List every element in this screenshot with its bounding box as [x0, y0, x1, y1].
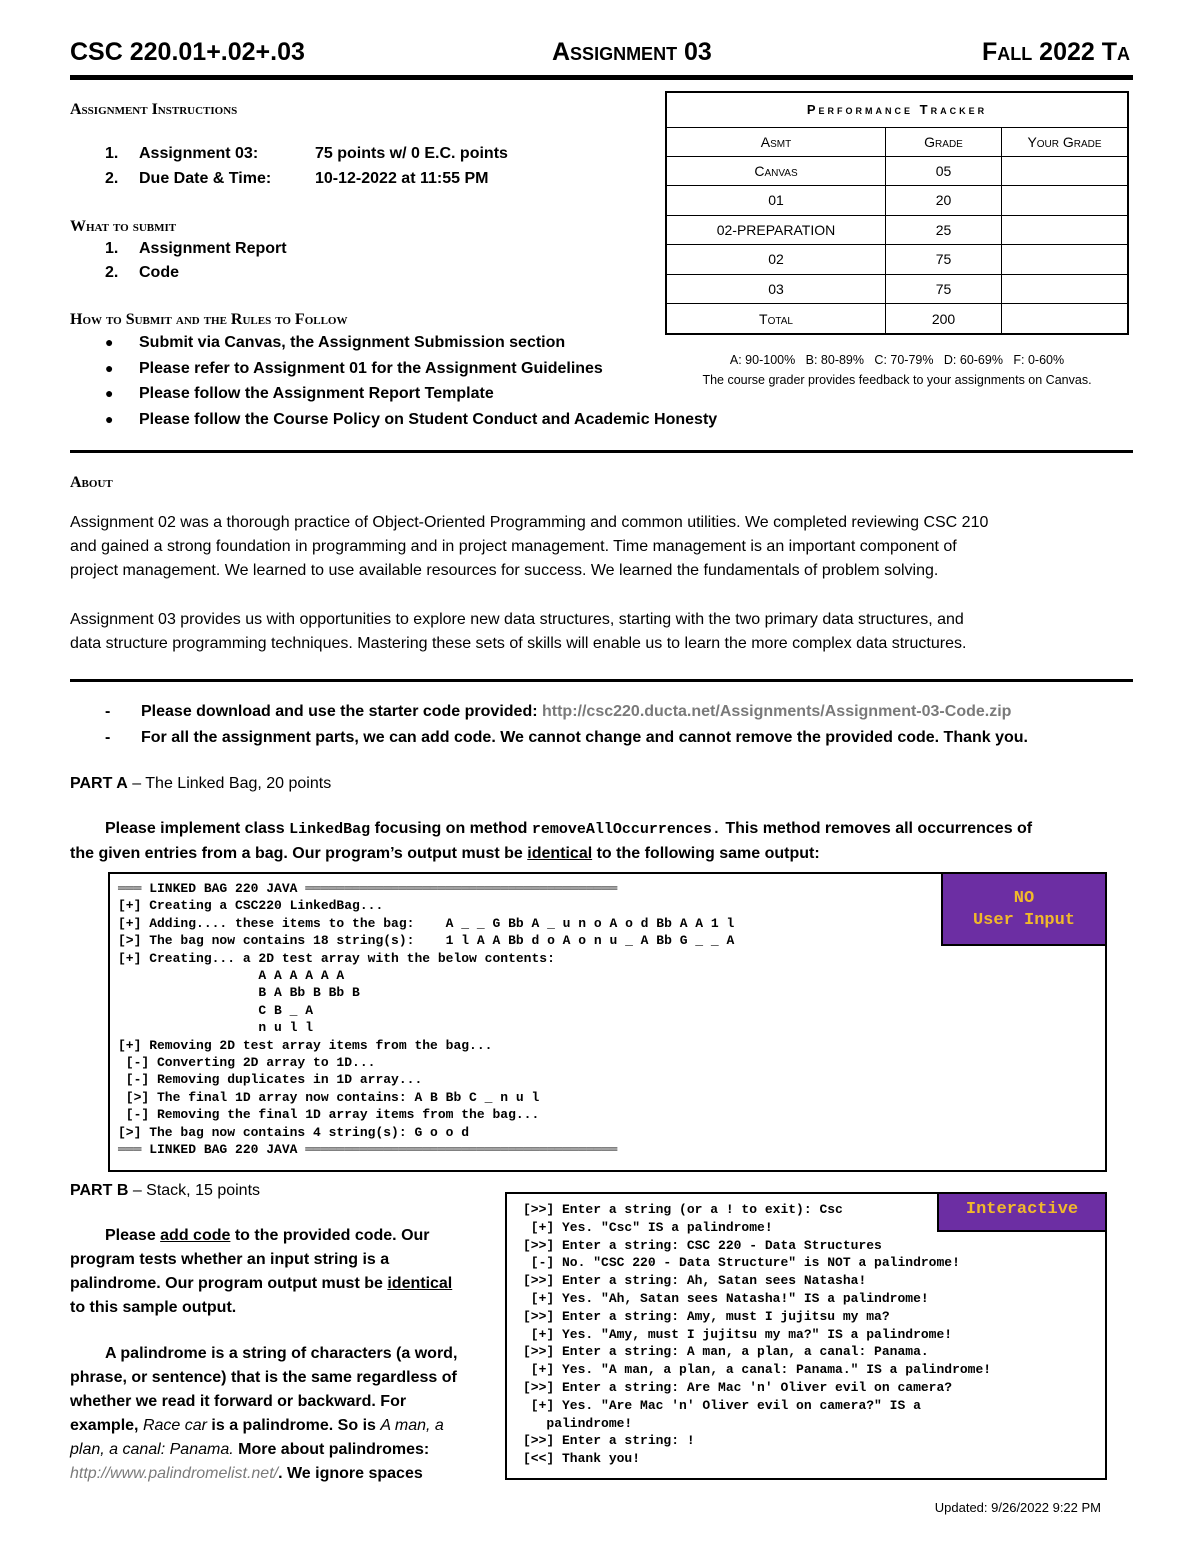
- tracker-row: Canvas 05: [666, 156, 1128, 186]
- console-line: [>>] Enter a string: !: [523, 1433, 695, 1449]
- console-line: [>>] Enter a string: Are Mac 'n' Oliver evil on camera?: [523, 1380, 953, 1395]
- rules-heading: How to Submit and the Rules to Follow: [70, 311, 348, 328]
- about-paragraph-2: Assignment 03 provides us with opportunities to explore new data structures, starting with the two primary data structures, and data structure programming techniques. Mastering these sets of skills will enable us to learn the more complex data structures.: [70, 611, 967, 652]
- console-line: [+] Removing 2D test array items from the bag...: [118, 1037, 493, 1053]
- instruction-item: 1. Assignment 03: 75 points w/ 0 E.C. points: [105, 145, 508, 162]
- instructions-heading: Assignment Instructions: [70, 101, 238, 118]
- section-rule: [70, 450, 1133, 453]
- console-line: palindrome!: [523, 1415, 633, 1431]
- console-line: n u l l: [118, 1020, 314, 1036]
- bullet-icon: ●: [105, 334, 114, 350]
- console-line: [+] Yes. "Are Mac 'n' Oliver evil on camera?" IS a: [523, 1397, 921, 1413]
- rule-item: ● Please follow the Course Policy on Student Conduct and Academic Honesty: [105, 411, 718, 428]
- console-line: [>] The bag now contains 18 string(s): 1 l A A Bb d o A o n u _ A Bb G _ _ A: [118, 933, 735, 949]
- palindrome-link[interactable]: http://www.palindromelist.net/: [70, 1465, 279, 1482]
- section-rule: [70, 679, 1133, 682]
- assignment-title: Assignment 03: [552, 38, 712, 66]
- rule-item: ● Submit via Canvas, the Assignment Submission section: [105, 334, 566, 351]
- tracker-col-header: Grade: [886, 127, 1002, 156]
- console-line: [>] The bag now contains 4 string(s): G o o d: [118, 1124, 470, 1140]
- grade-scale: A: 90-100% B: 80-89% C: 70-79% D: 60-69% F: 0-60%: [729, 353, 1065, 367]
- console-line: [+] Creating a CSC220 LinkedBag...: [118, 898, 384, 914]
- header-rule: [70, 75, 1133, 80]
- console-line: [>>] Enter a string: CSC 220 - Data Structures: [523, 1237, 882, 1253]
- no-user-input-badge: NO User Input: [941, 872, 1107, 946]
- tracker-col-header: Your Grade: [1002, 127, 1129, 156]
- download-note: - Please download and use the starter code provided: http://csc220.ducta.net/Assignments/Assignment-03-Code.zip: [105, 703, 1012, 720]
- console-line: [+] Creating... a 2D test array with the below contents:: [118, 950, 555, 966]
- console-line: A A A A A A: [118, 968, 345, 983]
- rule-item: ● Please follow the Assignment Report Template: [105, 385, 494, 402]
- console-line: ═══ LINKED BAG 220 JAVA ════════════════════════════════════════: [118, 881, 618, 896]
- part-b-description: Please add code to the provided code. Our program tests whether an input string is a palindrome. Our program output must be identical to this sample output. A palindrome is a string of characters (a word, phrase, or sentence) that is the same regardless of whether we read it forward or backward. For example, Race car is a palindrome. So is A man, a plan, a canal: Panama. More about palindromes: http://www.palindromelist.net/. We ignore spaces: [70, 1227, 458, 1482]
- instruction-item: 2. Due Date & Time: 10-12-2022 at 11:55 PM: [105, 170, 489, 187]
- about-paragraph-1: Assignment 02 was a thorough practice of Object-Oriented Programming and common utilities. We completed reviewing CSC 210 and gained a strong foundation in programming and in project management. Time management is an important component of project management. We learned to use available resources for success. We learned the fundamentals of problem solving.: [70, 514, 989, 579]
- console-line: [+] Adding.... these items to the bag: A _ _ G Bb A _ u n o A o d Bb A A 1 l: [118, 915, 735, 931]
- grader-note: The course grader provides feedback to your assignments on Canvas.: [702, 373, 1092, 387]
- about-heading: About: [70, 474, 113, 491]
- starter-code-link[interactable]: http://csc220.ducta.net/Assignments/Assignment-03-Code.zip: [542, 703, 1012, 720]
- part-a-description: Please implement class LinkedBag focusing on method removeAllOccurrences. This method removes all occurrences of the given entries from a bag. Our program’s output must be identical to the following same output:: [70, 820, 1033, 862]
- tracker-row: 02 75: [666, 245, 1128, 275]
- console-line: [+] Yes. "Csc" IS a palindrome!: [523, 1219, 773, 1235]
- rule-item: ● Please refer to Assignment 01 for the Assignment Guidelines: [105, 360, 603, 377]
- console-line: [+] Yes. "Amy, must I jujitsu my ma?" IS a palindrome!: [523, 1326, 953, 1342]
- part-a-console: [108, 872, 1107, 1172]
- console-line: ═══ LINKED BAG 220 JAVA ════════════════════════════════════════: [118, 1142, 618, 1157]
- console-line: [-] Removing duplicates in 1D array...: [118, 1072, 423, 1088]
- submit-heading: What to submit: [70, 218, 177, 235]
- console-line: [>>] Enter a string: Ah, Satan sees Natasha!: [523, 1273, 867, 1289]
- console-line: [-] Removing the final 1D array items from the bag...: [118, 1107, 540, 1123]
- console-line: [>] The final 1D array now contains: A B Bb C _ n u l: [118, 1089, 540, 1105]
- console-line: C B _ A: [118, 1002, 314, 1018]
- performance-tracker: [665, 91, 1129, 335]
- tracker-col-header: Asmt: [666, 127, 886, 156]
- bullet-icon: ●: [105, 385, 114, 401]
- submit-item: 2. Code: [105, 264, 179, 281]
- console-line: [>>] Enter a string: Amy, must I jujitsu my ma?: [523, 1308, 890, 1324]
- tracker-row: 03 75: [666, 274, 1128, 304]
- console-line: [-] No. "CSC 220 - Data Structure" is NOT a palindrome!: [523, 1255, 960, 1271]
- console-line: B A Bb B Bb B: [118, 985, 360, 1001]
- console-line: [+] Yes. "A man, a plan, a canal: Panama." IS a palindrome!: [523, 1362, 992, 1378]
- course-code: CSC 220.01+.02+.03: [70, 38, 305, 66]
- console-line: [>>] Enter a string: A man, a plan, a canal: Panama.: [523, 1344, 929, 1360]
- term-label: Fall 2022 Ta: [981, 38, 1130, 66]
- console-line: [+] Yes. "Ah, Satan sees Natasha!" IS a palindrome!: [523, 1291, 929, 1306]
- bullet-icon: ●: [105, 411, 114, 427]
- console-line: [<<] Thank you!: [523, 1451, 641, 1467]
- tracker-row: 02-PREPARATION 25: [666, 215, 1128, 245]
- part-b-console: [505, 1192, 1107, 1480]
- tracker-row: Total 200: [666, 304, 1128, 334]
- rules-note: - For all the assignment parts, we can add code. We cannot change and cannot remove the provided code. Thank you.: [105, 729, 1028, 746]
- interactive-badge: Interactive: [937, 1192, 1107, 1232]
- bullet-icon: ●: [105, 360, 114, 376]
- part-b-heading: PART B – Stack, 15 points: [70, 1182, 261, 1199]
- submit-item: 1. Assignment Report: [105, 240, 287, 257]
- console-line: [>>] Enter a string (or a ! to exit): Csc: [523, 1202, 843, 1217]
- tracker-title: Performance Tracker: [666, 92, 1128, 127]
- tracker-row: 01 20: [666, 186, 1128, 216]
- console-line: [-] Converting 2D array to 1D...: [118, 1055, 376, 1070]
- updated-timestamp: Updated: 9/26/2022 9:22 PM: [934, 1500, 1101, 1515]
- part-a-heading: PART A – The Linked Bag, 20 points: [70, 775, 332, 792]
